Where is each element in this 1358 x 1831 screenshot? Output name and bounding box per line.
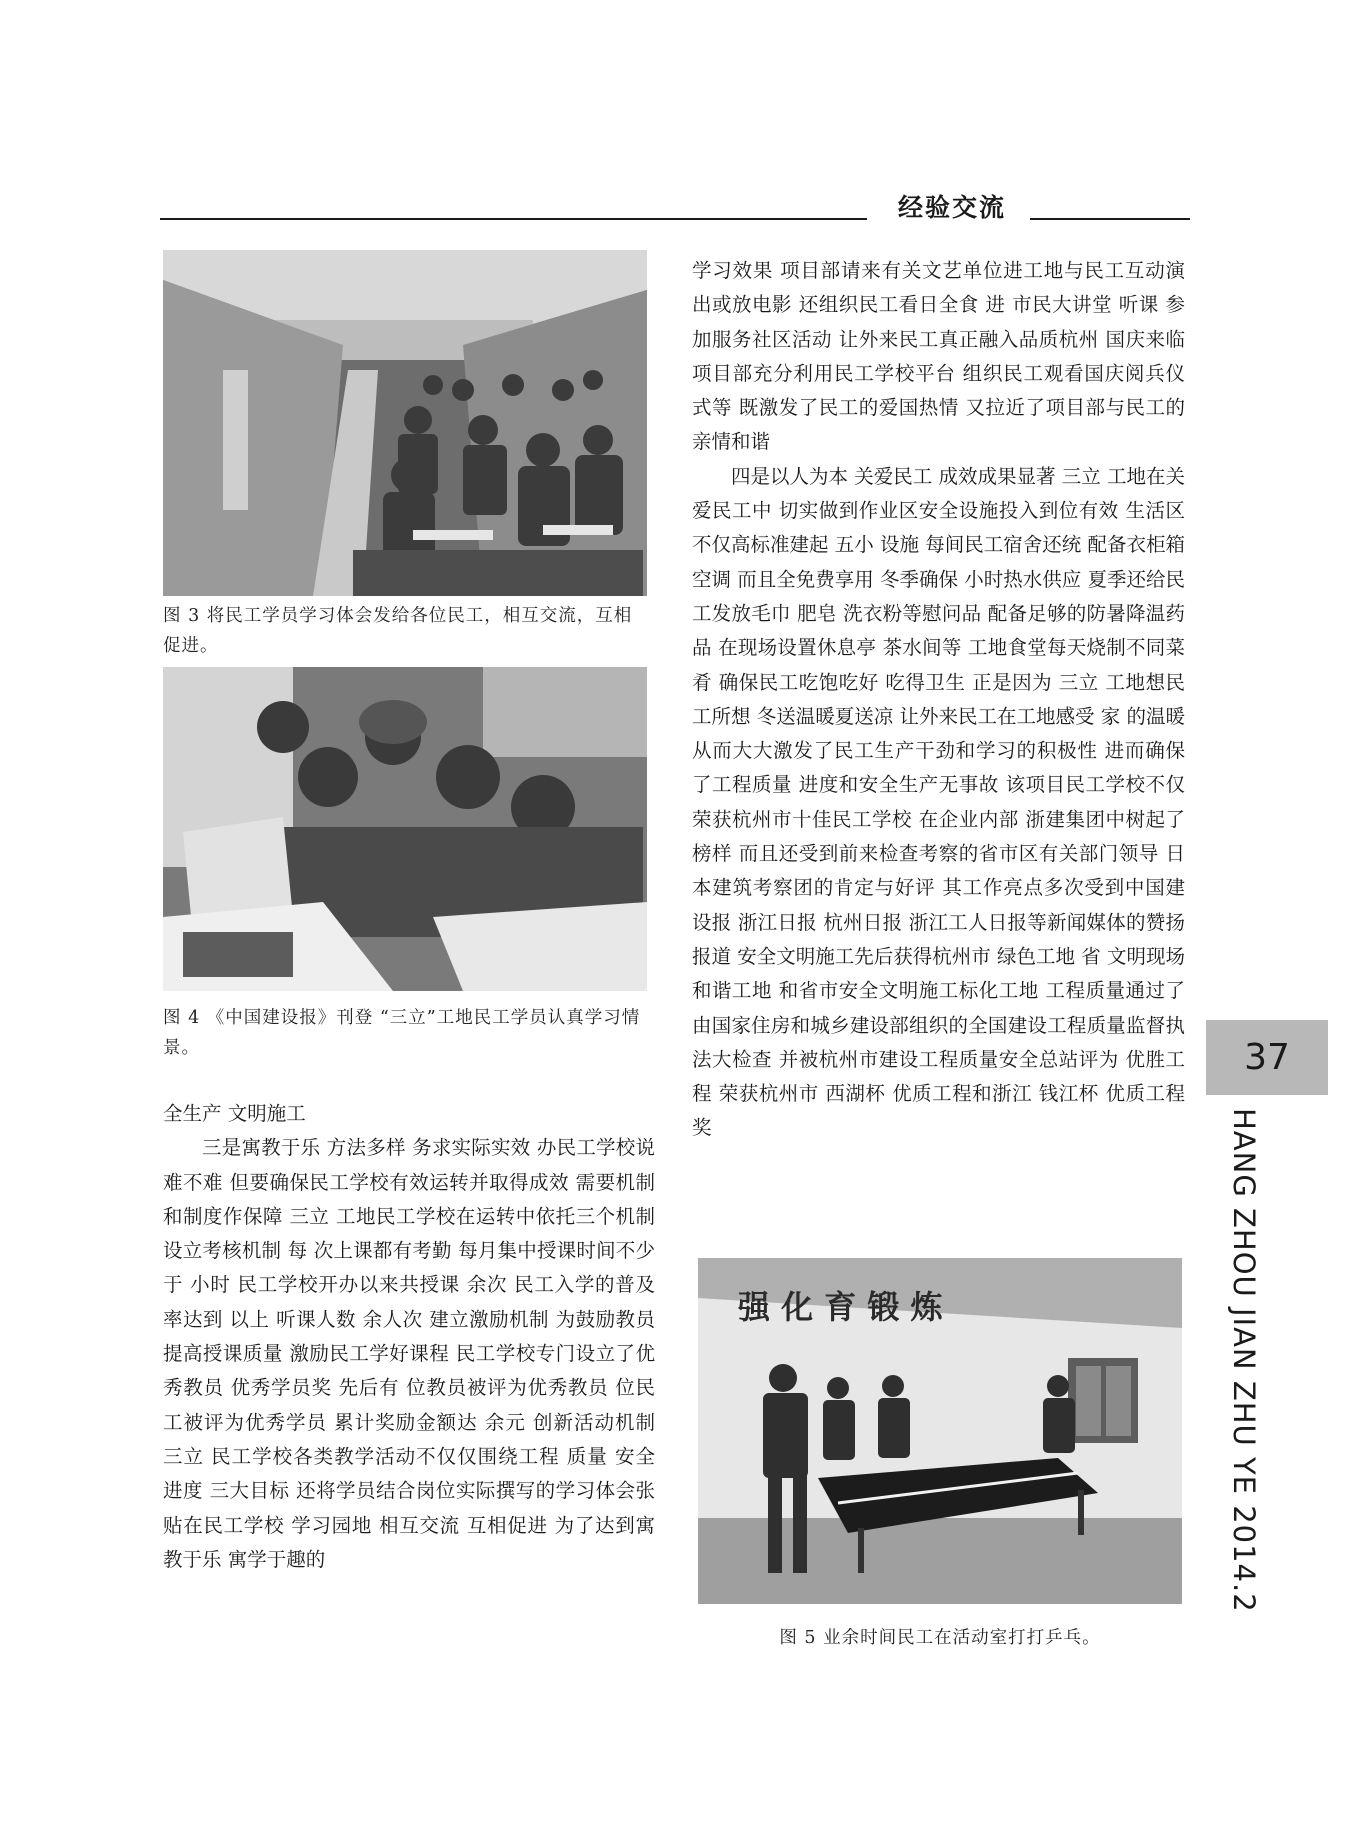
header-rule-right xyxy=(1030,218,1190,220)
figure-3-photo xyxy=(163,250,647,596)
right-text-column xyxy=(692,254,1185,1146)
right-column-paragraph-1: 学习效果 项目部请来有关文艺单位进工地与民工互动演出或放电影 还组织民工看日全食 进 市民大讲堂 听课 参加服务社区活动 让外来民工真正融入品质杭州 国庆来临 项目部充分利用民工学校平台 组织民工观看国庆阅兵仪式等 既激发了民工的爱国热情 又拉近了项目部与民工的亲情和谐 xyxy=(692,259,1185,454)
figure-5-caption: 图 5 业余时间民工在活动室打打乒乓。 xyxy=(779,1628,1101,1648)
figure-4-photo xyxy=(163,667,647,991)
figure-5-wall-slogan: 强 化 育 锻 炼 xyxy=(738,1288,943,1326)
left-column-lead: 全生产 文明施工 xyxy=(163,1102,306,1125)
figure-5-photo xyxy=(698,1258,1182,1604)
figure-4-caption: 图 4 《中国建设报》刊登 “三立”工地民工学员认真学习情景。 xyxy=(163,1008,641,1058)
header-rule-left xyxy=(160,218,867,220)
journal-running-title: HANG ZHOU JIAN ZHU YE 2014.2 xyxy=(1227,1108,1261,1613)
left-text-column xyxy=(163,1097,655,1577)
left-column-paragraph: 三是寓教于乐 方法多样 务求实际实效 办民工学校说难不难 但要确保民工学校有效运转并取得成效 需要机制和制度作保障 三立 工地民工学校在运转中依托三个机制 设立考核机制 每 次上课都有考勤 每月集中授课时间不少于 小时 民工学校开办以来共授课 余次 民工入学的普及率达到 以上 听课人数 余人次 建立激励机制 为鼓励教员提高授课质量 激励民工学好课程 民工学校专门设立了优秀教员 优秀学员奖 先后有 位教员被评为优秀教员 位民工被评为优秀学员 累计奖励金额达 余元 创新活动机制 三立 民工学校各类教学活动不仅仅围绕工程 质量 安全 进度 三大目标 还将学员结合岗位实际撰写的学习体会张贴在民工学校 学习园地 相互交流 互相促进 为了达到寓教于乐 寓学于趣的 xyxy=(163,1136,655,1571)
figure-3-caption: 图 3 将民工学员学习体会发给各位民工，相互交流，互相促进。 xyxy=(163,606,633,656)
right-column-paragraph-2: 四是以人为本 关爱民工 成效成果显著 三立 工地在关爱民工中 切实做到作业区安全设施投入到位有效 生活区不仅高标准建起 五小 设施 每间民工宿舍还统 配备衣柜箱 空调 而且全免费享用 冬季确保 小时热水供应 夏季还给民工发放毛巾 肥皂 洗衣粉等慰问品 配备足够的防暑降温药品 在现场设置休息亭 茶水间等 工地食堂每天烧制不同菜肴 确保民工吃饱吃好 吃得卫生 正是因为 三立 工地想民工所想 冬送温暖夏送凉 让外来民工在工地感受 家 的温暖 从而大大激发了民工生产干劲和学习的积极性 进而确保了工程质量 进度和安全生产无事故 该项目民工学校不仅荣获杭州市十佳民工学校 在企业内部 浙建集团中树起了榜样 而且还受到前来检查考察的省市区有关部门领导 日本建筑考察团的肯定与好评 其工作亮点多次受到中国建设报 浙江日报 杭州日报 浙江工人日报等新闻媒体的赞扬报道 安全文明施工先后获得杭州市 绿色工地 省 文明现场 和谐工地 和省市安全文明施工标化工地 工程质量通过了由国家住房和城乡建设部组织的全国建设工程质量监督执法大检查 并被杭州市建设工程质量安全总站评为 优胜工程 荣获杭州市 西湖杯 优质工程和浙江 钱江杯 优质工程奖 xyxy=(692,464,1185,1140)
page-number: 37 xyxy=(1206,1020,1328,1095)
section-title: 经验交流 xyxy=(897,193,1006,222)
